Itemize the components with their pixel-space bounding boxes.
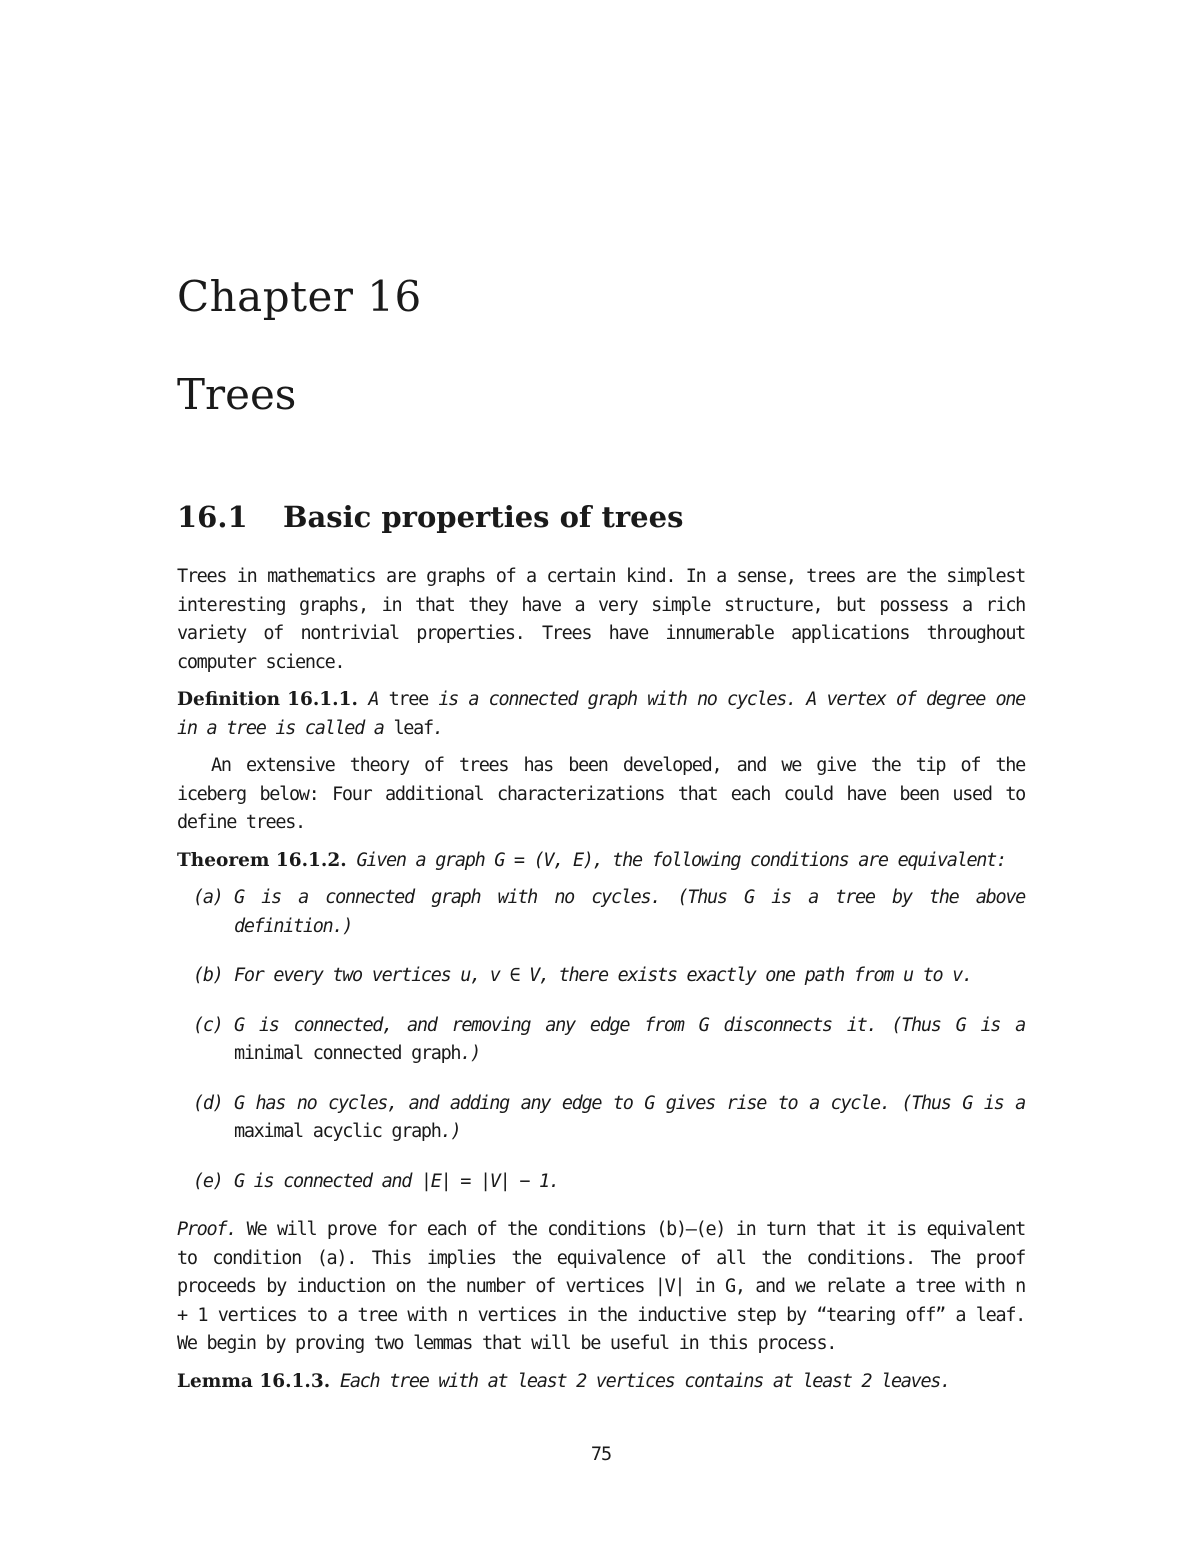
definition-term-tree: tree [388,689,428,710]
condition-text: For every two vertices u, v ∈ V, there exists exactly one path from u to v. [234,965,972,986]
chapter-title: Trees [177,370,297,419]
proof-head: Proof. [177,1219,237,1240]
condition-item [177,884,1025,941]
lemma [177,1368,1025,1397]
condition-label: (a) [193,887,223,908]
definition-text-2: is a connected graph with no cycles. A vertex of degree one in a tree is called a [177,689,1025,739]
proof [177,1216,1025,1359]
section-heading [177,500,683,534]
body-text [177,563,1025,1405]
condition-item [177,962,1025,991]
condition-label: (e) [193,1170,223,1192]
condition-upright-term: minimal connected graph [234,1043,461,1064]
proof-text: We will prove for each of the conditions (b)–(e) in turn that it is equivalent to condition (a). This implies the equivalence of all the conditions. The proof proceeds by induction on the number of vertices |V| in G, and we relate a tree with n + 1 vertices to a tree with n vertices in the inductive step by “tearing off” a leaf. We begin by proving two lemmas that will be useful in this process. [177,1219,1025,1354]
section-number: 16.1 [177,500,248,534]
theorem-head: Theorem 16.1.2. [177,849,347,871]
lemma-head: Lemma 16.1.3. [177,1370,331,1392]
theorem-statement: Given a graph G = (V, E), the following conditions are equivalent: [356,849,1006,871]
definition [177,686,1025,743]
condition-item [177,1168,1025,1197]
condition-item [177,1090,1025,1147]
extensive-paragraph: An extensive theory of trees has been developed, and we give the tip of the iceberg below: Four additional characterizations that each could have been used to define trees. [177,755,1025,833]
chapter-label: Chapter 16 [177,272,422,321]
page-number: 75 [590,1444,612,1465]
definition-text-3: . [432,717,443,739]
definition-term-leaf: leaf [393,717,433,739]
condition-label: (c) [193,1014,223,1036]
theorem [177,847,1025,876]
page [177,0,1025,1553]
condition-upright-term: maximal acyclic graph [234,1121,441,1142]
definition-text-1: A [368,689,379,710]
condition-text: G is a connected graph with no cycles. (Thus G is a tree by the above definition.) [234,887,1025,937]
condition-text: G is connected, and removing any edge from G disconnects it. (Thus G is a [234,1014,1025,1036]
condition-label: (b) [193,965,223,986]
condition-tail: .) [460,1043,480,1064]
intro-paragraph: Trees in mathematics are graphs of a certain kind. In a sense, trees are the simplest interesting graphs, in that they have a very simple structure, but possess a rich variety of nontrivial properties. Trees have innumerable applications throughout computer science. [177,566,1025,673]
condition-text: G is connected and |E| = |V| − 1. [234,1170,559,1192]
condition-label: (d) [193,1092,223,1114]
condition-item [177,1012,1025,1069]
lemma-text: Each tree with at least 2 vertices contains at least 2 leaves. [340,1370,950,1392]
definition-head: Definition 16.1.1. [177,689,358,710]
section-title: Basic properties of trees [283,500,684,534]
condition-tail: .) [440,1121,461,1142]
theorem-conditions [177,884,1025,1196]
condition-text: G has no cycles, and adding any edge to G gives rise to a cycle. (Thus G is a [234,1092,1025,1114]
